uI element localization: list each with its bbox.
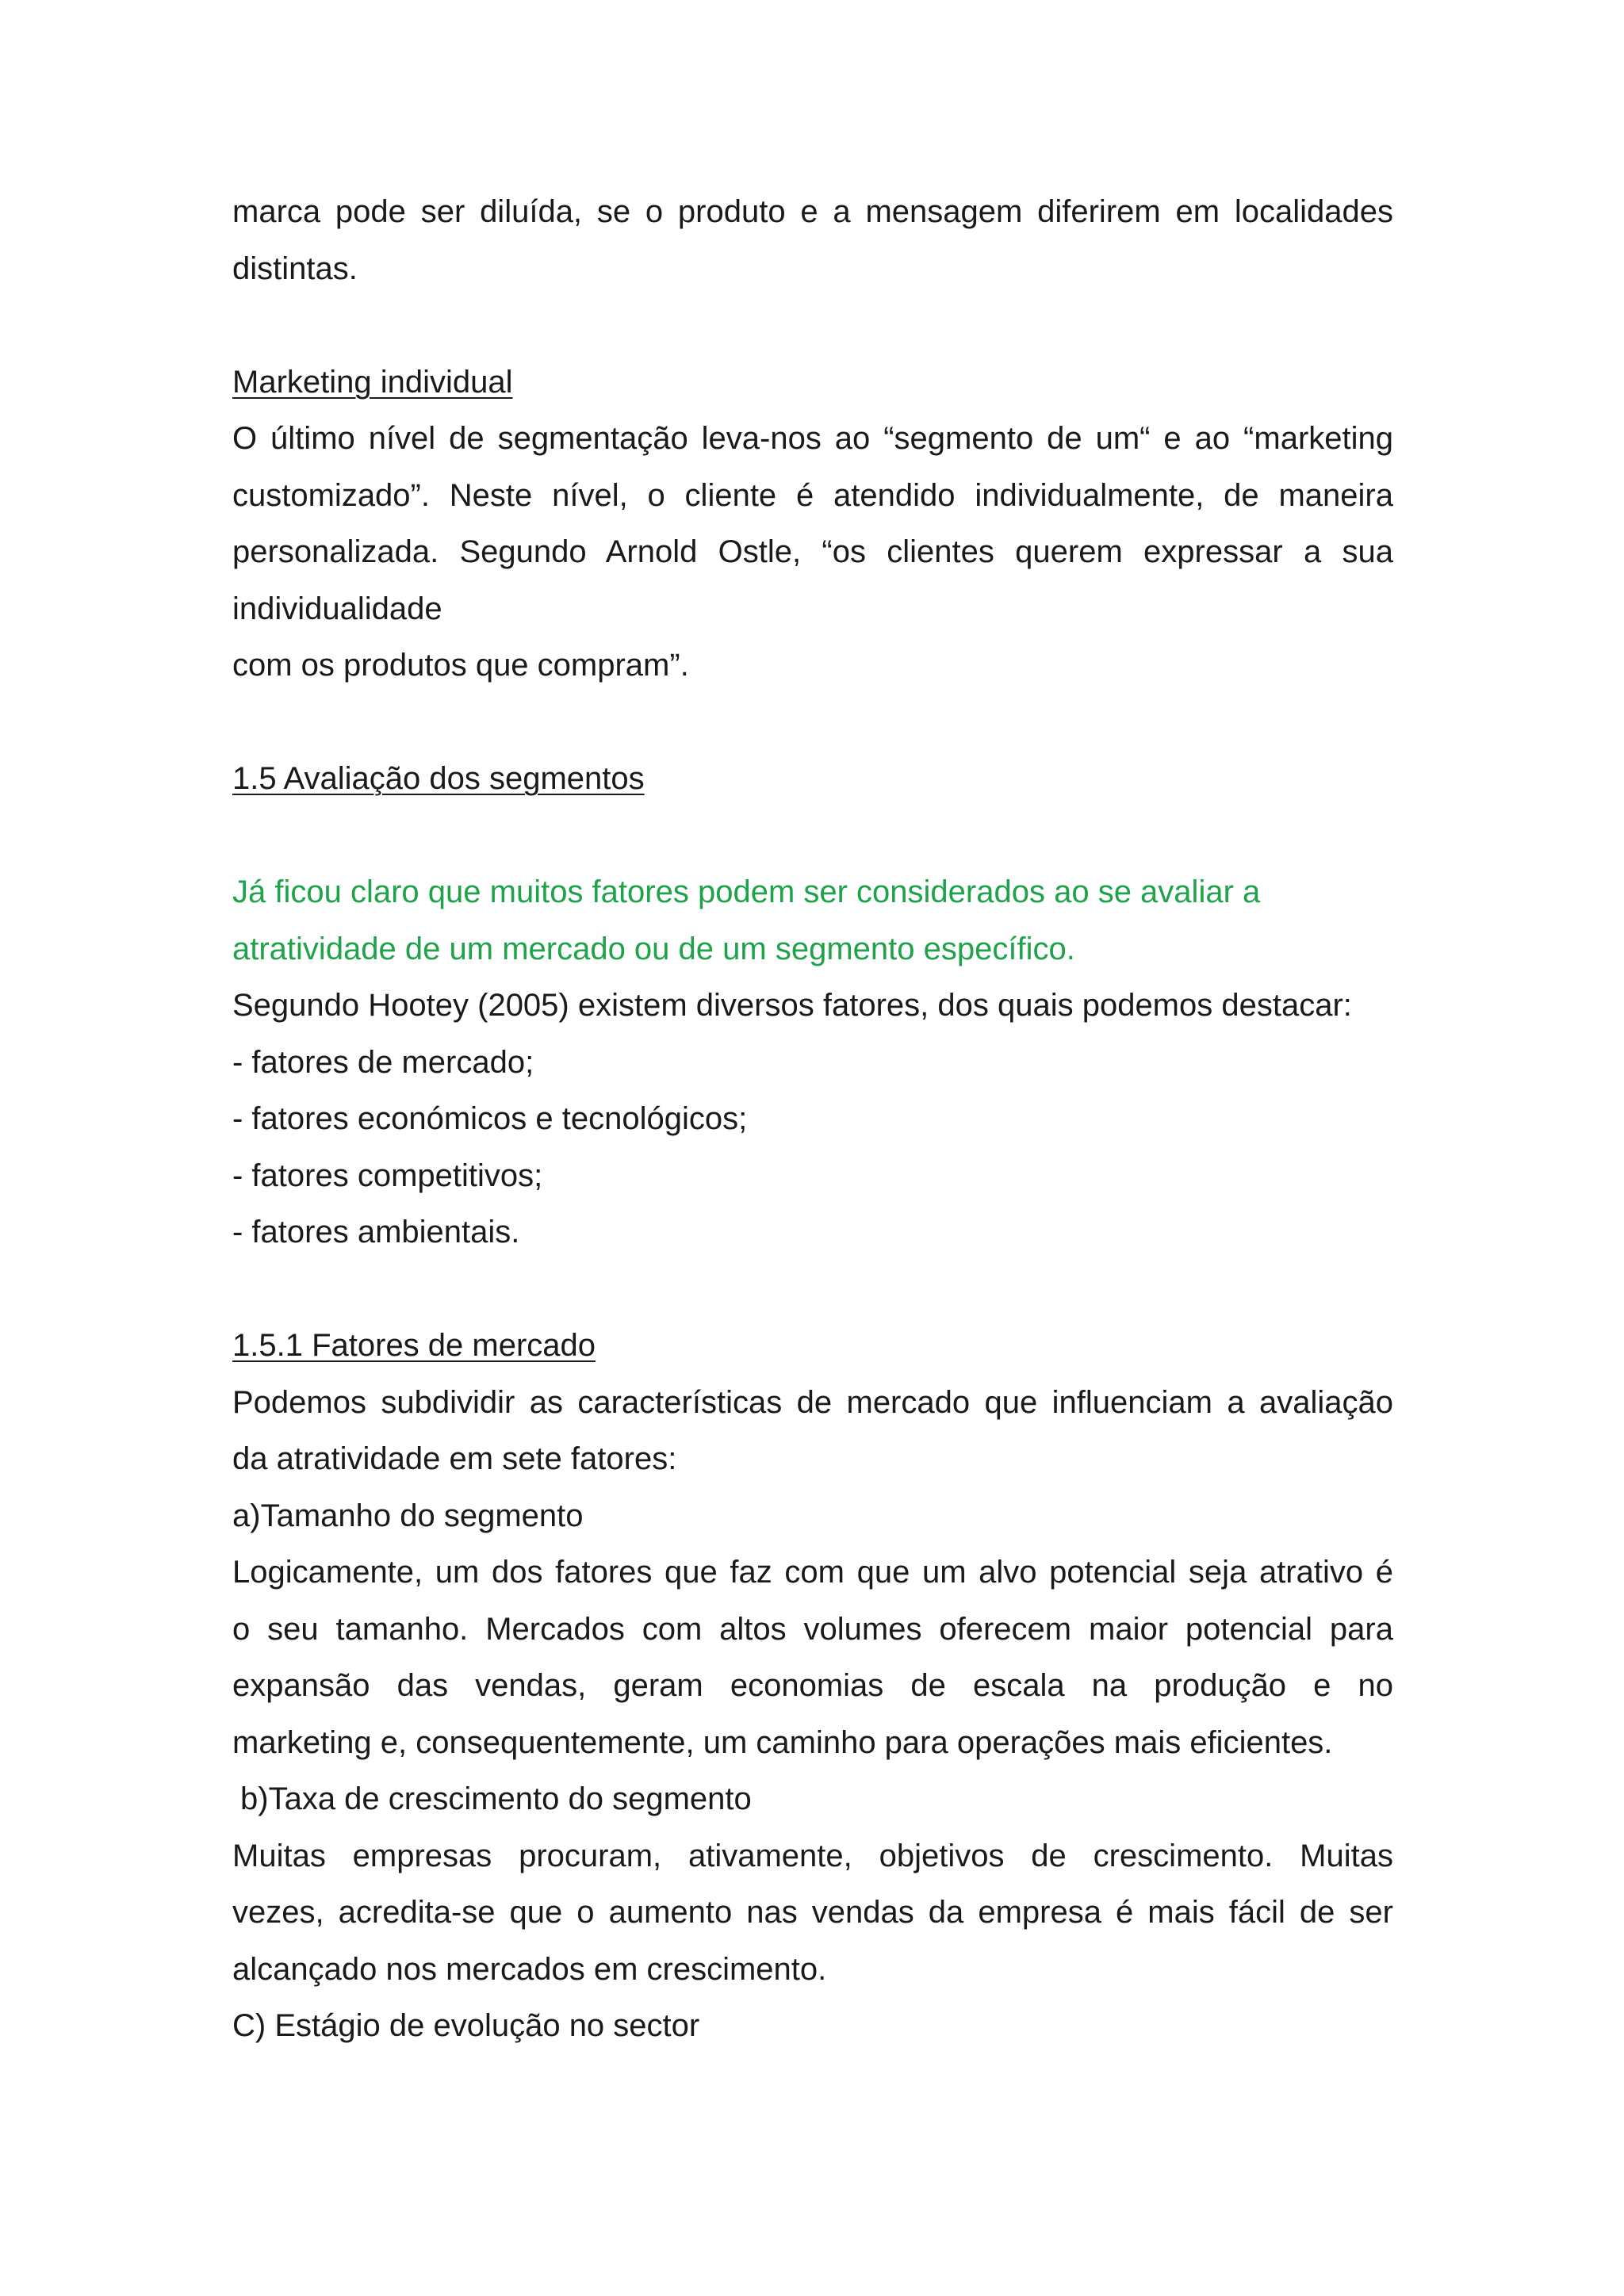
paragraph-line: vezes, acredita-se que o aumento nas vendas da empresa é mais fácil de ser xyxy=(232,1895,1393,1930)
paragraph-line: individualidade xyxy=(232,591,442,626)
paragraph-line: com os produtos que compram”. xyxy=(232,648,689,683)
paragraph-line: alcançado nos mercados em crescimento. xyxy=(232,1951,827,1987)
section-heading-fatores-mercado: 1.5.1 Fatores de mercado xyxy=(232,1328,596,1363)
list-item: - fatores económicos e tecnológicos; xyxy=(232,1101,748,1136)
paragraph-line: da atratividade em sete fatores: xyxy=(232,1441,677,1476)
blank-line xyxy=(232,695,1393,752)
highlighted-text-line: atratividade de um mercado ou de um segmento específico. xyxy=(232,931,1075,966)
section-heading-avaliacao-segmentos: 1.5 Avaliação dos segmentos xyxy=(232,761,645,796)
paragraph-line: expansão das vendas, geram economias de escala na produção e no xyxy=(232,1668,1393,1703)
list-item: - fatores competitivos; xyxy=(232,1158,543,1193)
section-heading-marketing-individual: Marketing individual xyxy=(232,364,513,400)
paragraph-line: customizado”. Neste nível, o cliente é atendido individualmente, de maneira xyxy=(232,477,1393,513)
blank-line xyxy=(232,1261,1393,1318)
blank-line xyxy=(232,297,1393,354)
list-item: - fatores de mercado; xyxy=(232,1044,534,1080)
paragraph-line: Logicamente, um dos fatores que faz com que um alvo potencial seja atrativo é xyxy=(232,1555,1393,1590)
paragraph-line: Muitas empresas procuram, ativamente, objetivos de crescimento. Muitas xyxy=(232,1838,1393,1873)
page-content xyxy=(232,184,1393,2055)
paragraph-line: personalizada. Segundo Arnold Ostle, “os clientes querem expressar a sua xyxy=(232,534,1393,569)
blank-line xyxy=(232,808,1393,865)
paragraph-line: o seu tamanho. Mercados com altos volumes oferecem maior potencial para xyxy=(232,1611,1393,1647)
subsection-title: b)Taxa de crescimento do segmento xyxy=(240,1781,752,1816)
subsection-title: C) Estágio de evolução no sector xyxy=(232,2008,700,2043)
paragraph-line: marca pode ser diluída, se o produto e a mensagem diferirem em localidades xyxy=(232,194,1393,229)
paragraph-line: Podemos subdividir as características de mercado que influenciam a avaliação xyxy=(232,1384,1393,1420)
paragraph-line: distintas. xyxy=(232,251,358,286)
list-item: - fatores ambientais. xyxy=(232,1215,520,1249)
highlighted-text-line: Já ficou claro que muitos fatores podem ser considerados ao se avaliar a xyxy=(232,874,1261,909)
paragraph-line: O último nível de segmentação leva-nos ao “segmento de um“ e ao “marketing xyxy=(232,421,1393,456)
subsection-title: a)Tamanho do segmento xyxy=(232,1498,584,1533)
paragraph-line: Segundo Hootey (2005) existem diversos fatores, dos quais podemos destacar: xyxy=(232,988,1352,1023)
paragraph-line: marketing e, consequentemente, um caminho para operações mais eficientes. xyxy=(232,1724,1333,1760)
